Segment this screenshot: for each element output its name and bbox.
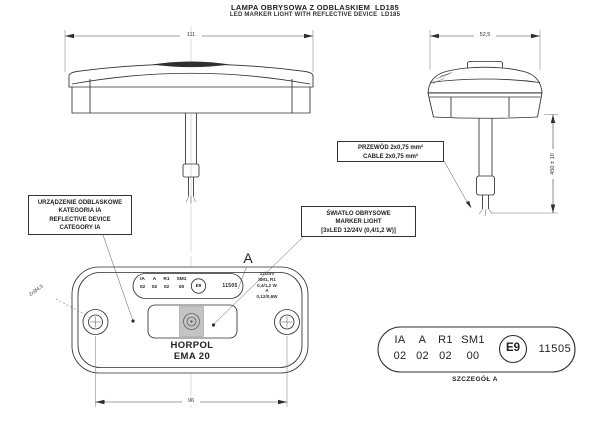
face-approval-number: 11505 xyxy=(222,283,238,289)
face-marking-cell: 00 xyxy=(178,284,185,290)
cable-spec-en: CABLE 2x0,75 mm² xyxy=(362,153,419,160)
callout-cable-spec xyxy=(337,141,444,162)
face-marking-cell: 02 xyxy=(139,284,146,290)
dimension-front-width: 111 xyxy=(180,32,202,39)
dimension-cable-length: 450 ± 10 xyxy=(543,149,563,179)
face-marking-cell: A xyxy=(152,277,157,282)
detail-approval-number: 11505 xyxy=(538,342,572,355)
detail-marking-cell: 00 xyxy=(466,349,480,362)
detail-marking-cell: IA xyxy=(394,334,406,346)
detail-marking-cell: 02 xyxy=(393,349,407,362)
reflective-line3: REFLECTIVE DEVICE xyxy=(49,216,111,223)
spec-voltage: 12/24V xyxy=(259,271,275,276)
lamp-end-outline xyxy=(428,62,542,94)
dimension-side-depth: 52,5 xyxy=(474,32,496,39)
reflective-line1: URZĄDZENIE ODBLASKOWE xyxy=(37,199,123,206)
brand-label: HORPOL xyxy=(170,340,214,351)
spec-categories: SM1, R1 xyxy=(258,276,276,282)
callout-marker-light xyxy=(301,206,416,237)
spec-power: 0,4/1,2 W xyxy=(257,282,277,288)
face-marking-cell: IA xyxy=(140,277,145,282)
cable-spec-pl: PRZEWÓD 2x0,75 mm² xyxy=(357,145,424,151)
spec-current: 0,12/0,6W xyxy=(256,294,278,300)
detail-marking-cell: 02 xyxy=(416,349,429,362)
face-marking-grid xyxy=(136,276,190,291)
marker-line2: MARKER LIGHT xyxy=(335,219,382,226)
detail-caption: SZCZEGÓŁ A xyxy=(452,376,498,383)
model-label: EMA 20 xyxy=(173,351,211,362)
detail-marking-cell: 02 xyxy=(439,349,452,362)
lamp-side-outline xyxy=(69,64,313,113)
face-e-mark: E9 xyxy=(195,283,202,288)
callout-reflective-device xyxy=(28,195,132,235)
marker-line1: ŚWIATŁO OBRYSOWE xyxy=(326,210,391,217)
dimension-hole-spacing: 96 xyxy=(182,398,200,405)
face-marking-cell: 02 xyxy=(163,284,170,290)
detail-marking-cell: R1 xyxy=(438,334,453,346)
detail-marking-cell: SM1 xyxy=(461,334,485,346)
cable-connector-end xyxy=(477,176,495,195)
face-marking-cell: R1 xyxy=(163,277,170,282)
face-spec-block xyxy=(246,271,288,300)
reflective-line4: CATEGORY IA xyxy=(59,225,101,232)
detail-marking-grid xyxy=(388,333,488,364)
spec-class: A xyxy=(265,288,269,294)
detail-reference-letter: A xyxy=(243,250,253,266)
detail-marking-cell: A xyxy=(418,334,427,346)
reflective-line2: KATEGORIA IA xyxy=(58,208,102,215)
detail-e-mark: E9 xyxy=(505,342,521,354)
marker-line3: [3xLED 12/24V (0,4/1,2 W)] xyxy=(321,227,396,234)
drawing-title-en: LED MARKER LIGHT WITH REFLECTIVE DEVICE LD185 xyxy=(229,12,401,18)
drawing-title-pl: LAMPA OBRYSOWA Z ODBLASKIEM LD185 xyxy=(231,3,399,12)
face-marking-cell: SM1 xyxy=(176,277,187,282)
dimension-hole-diameter: 2xØ4,5 xyxy=(28,283,45,298)
face-marking-cell: 02 xyxy=(151,284,158,290)
